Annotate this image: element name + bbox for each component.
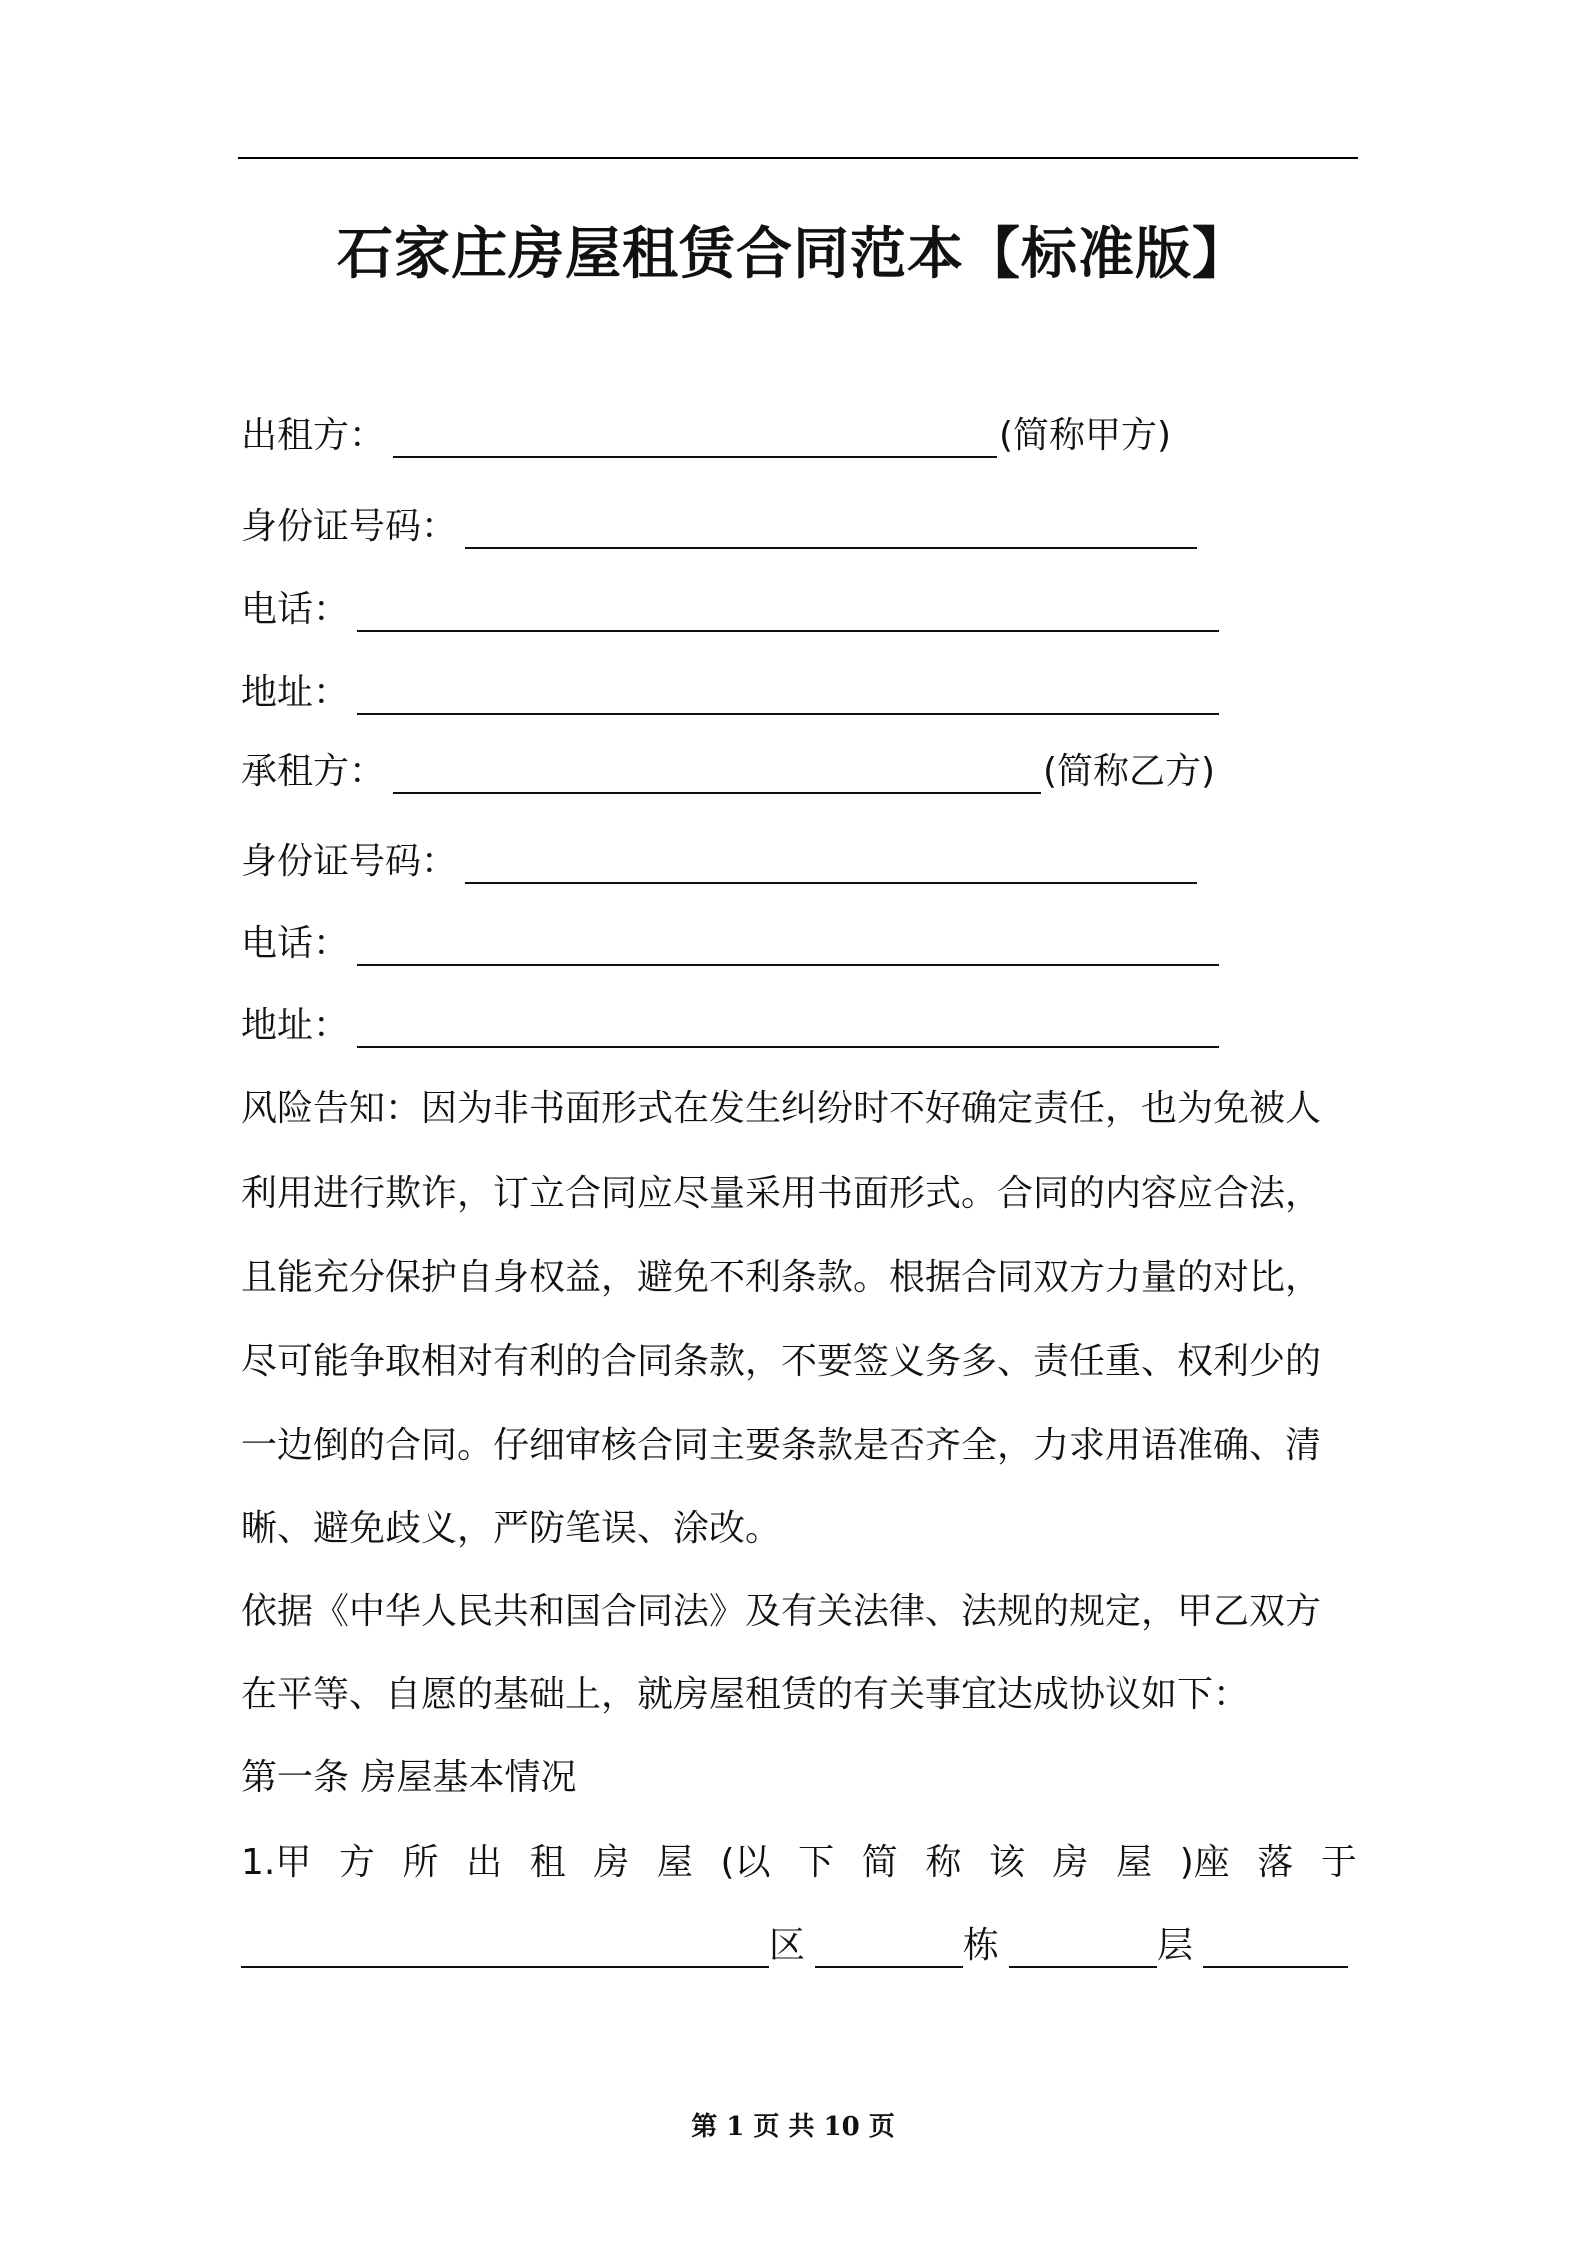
lessee-name-blank[interactable]	[393, 762, 1041, 794]
lessee-phone-field	[241, 922, 1219, 966]
building-unit: 栋	[963, 1925, 1000, 1966]
lessor-label: 出租方：	[241, 415, 386, 456]
legal-basis-line: 在平等、自愿的基础上，就房屋租赁的有关事宜达成协议如下：	[241, 1674, 1250, 1715]
risk-notice-line: 利用进行欺诈，订立合同应尽量采用书面形式。合同的内容应合法，	[241, 1173, 1322, 1214]
lessee-address-field	[241, 1004, 1219, 1048]
lessor-phone-blank[interactable]	[357, 600, 1219, 632]
lessor-suffix: (简称甲方)	[999, 415, 1172, 456]
district-unit: 区	[769, 1925, 806, 1966]
article-1-item-1-part: )座	[1179, 1842, 1230, 1883]
risk-notice-line: 风险告知：因为非书面形式在发生纠纷时不好确定责任，也为免被人	[241, 1088, 1322, 1129]
article-1-item-1-part: 房	[1052, 1842, 1089, 1883]
article-1-item-1-part: 于	[1320, 1842, 1357, 1883]
document-title: 石家庄房屋租赁合同范本【标准版】	[337, 222, 1249, 287]
lessee-id-field	[241, 840, 1197, 884]
article-1-item-1-part: 方	[338, 1842, 375, 1883]
risk-notice-line: 且能充分保护自身权益，避免不利条款。根据合同双方力量的对比，	[241, 1257, 1322, 1298]
lessor-id-blank[interactable]	[465, 517, 1197, 549]
header-rule	[238, 157, 1358, 159]
floor-blank[interactable]	[1203, 1936, 1348, 1968]
location-blanks-row	[241, 1924, 1357, 1968]
article-1-item-1-part: (以	[720, 1842, 771, 1883]
lessor-name-blank[interactable]	[393, 426, 997, 458]
building-blank[interactable]	[1009, 1936, 1157, 1968]
lessor-phone-label: 电话：	[241, 589, 350, 630]
lessee-address-blank[interactable]	[357, 1016, 1219, 1048]
article-1-item-1-part: 房	[593, 1842, 630, 1883]
risk-notice-line: 尽可能争取相对有利的合同条款，不要签义务多、责任重、权利少的	[241, 1341, 1322, 1382]
lessor-id-field	[241, 505, 1197, 549]
article-1-item-1-part: 称	[925, 1842, 962, 1883]
article-1-item-1-part: 屋	[656, 1842, 693, 1883]
lessor-id-label: 身份证号码：	[241, 506, 458, 547]
article-1-item-1-part: 租	[529, 1842, 566, 1883]
lessee-address-label: 地址：	[241, 1005, 350, 1046]
lessee-id-label: 身份证号码：	[241, 841, 458, 882]
district-blank[interactable]	[815, 1936, 963, 1968]
risk-notice-line: 晰、避免歧义，严防笔误、涂改。	[241, 1508, 782, 1549]
lessor-address-blank[interactable]	[357, 683, 1219, 715]
lessor-address-field	[241, 671, 1219, 715]
article-1-item-1-part: 屋	[1116, 1842, 1153, 1883]
lessor-address-label: 地址：	[241, 672, 350, 713]
article-1-item-1-part: 所	[402, 1842, 439, 1883]
article-1-item-1-part: 出	[466, 1842, 503, 1883]
article-1-item-1-part: 简	[861, 1842, 898, 1883]
lessee-label: 承租方：	[241, 751, 386, 792]
floor-unit: 层	[1157, 1925, 1194, 1966]
location-blank[interactable]	[241, 1936, 769, 1968]
article-1-item-1-part: 下	[798, 1842, 835, 1883]
article-1-item-1-part: 落	[1257, 1842, 1294, 1883]
lessee-name-field	[241, 750, 1215, 794]
lessor-phone-field	[241, 588, 1219, 632]
article-1-heading: 第一条 房屋基本情况	[241, 1757, 577, 1798]
article-1-item-1-part: 1.甲	[241, 1842, 312, 1883]
article-1-item-1	[241, 1841, 1357, 1885]
risk-notice-line: 一边倒的合同。仔细审核合同主要条款是否齐全，力求用语准确、清	[241, 1425, 1322, 1466]
article-1-item-1-part: 该	[988, 1842, 1025, 1883]
lessor-name-field	[241, 414, 1171, 458]
lessee-phone-blank[interactable]	[357, 934, 1219, 966]
lessee-phone-label: 电话：	[241, 923, 350, 964]
lessee-suffix: (简称乙方)	[1043, 751, 1216, 792]
page-footer: 第 1 页 共 10 页	[691, 2112, 895, 2142]
lessee-id-blank[interactable]	[465, 852, 1197, 884]
legal-basis-line: 依据《中华人民共和国合同法》及有关法律、法规的规定，甲乙双方	[241, 1591, 1322, 1632]
